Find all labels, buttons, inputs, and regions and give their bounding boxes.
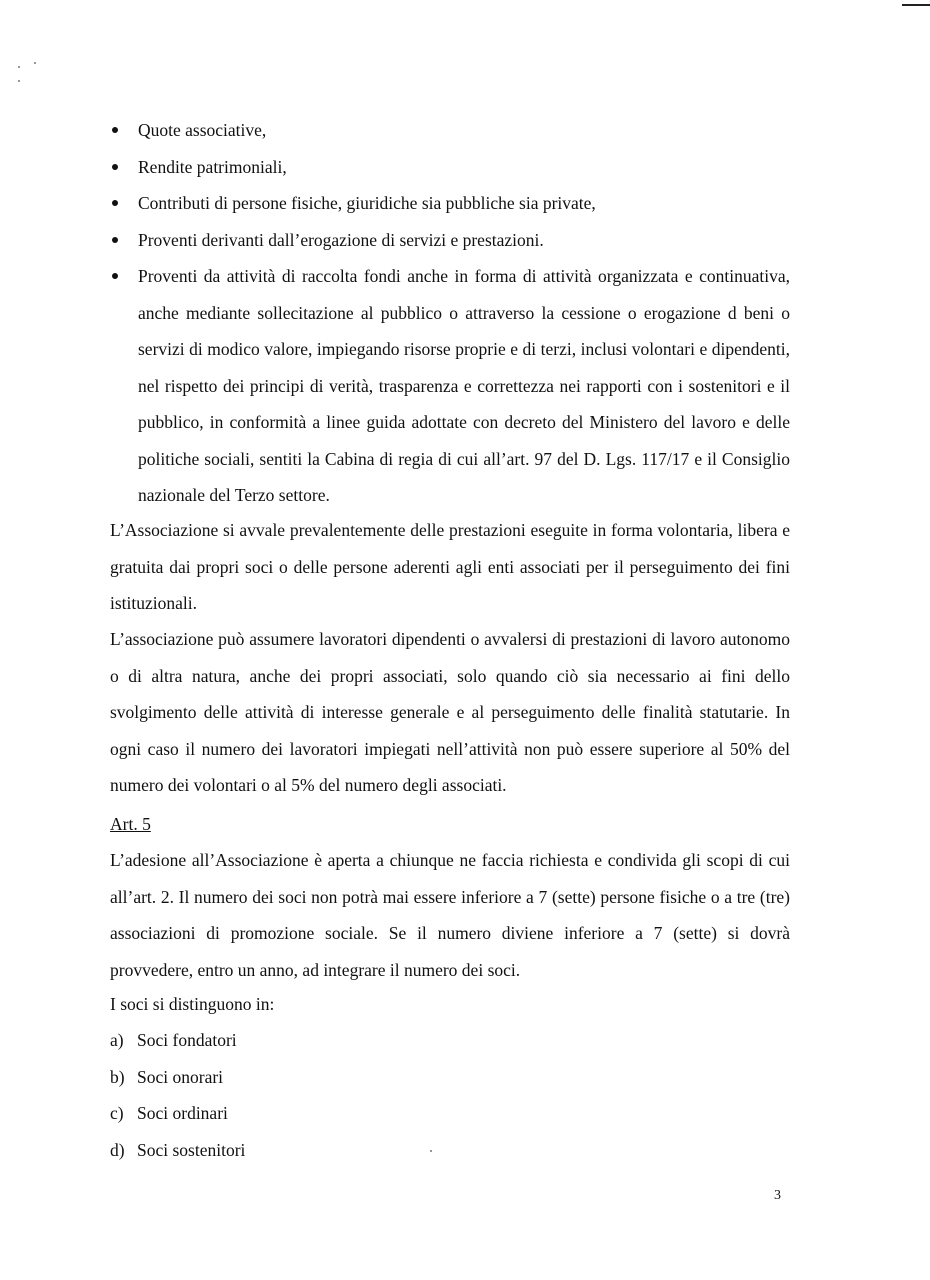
member-types-list — [110, 1022, 245, 1168]
funding-sources-list — [110, 112, 790, 514]
scan-speck — [34, 62, 36, 64]
bullet-icon — [112, 164, 118, 170]
list-item — [110, 222, 790, 259]
list-item-letter: d) — [110, 1139, 125, 1160]
list-item-text: Proventi da attività di raccolta fondi anche in forma di attività organizzata e continuativa, anche mediante sollecitazione al pubblico o attraverso la cessione o erogazione d beni o servizi di modico valore, impiegando risorse proprie e di terzi, inclusi volontari e dipendenti, nel rispetto dei principi di verità, trasparenza e correttezza nei rapporti con i sostenitori e il pubblico, in conformità a linee guida adottate con decreto del Ministero del lavoro e delle politiche sociali, sentiti la Cabina di regia di cui all’art. 97 del D. Lgs. 117/17 e il Consiglio nazionale del Terzo settore. — [138, 266, 790, 505]
list-item-text: Soci sostenitori — [137, 1139, 246, 1160]
list-item — [110, 1132, 245, 1169]
volunteer-paragraph: L’Associazione si avvale prevalentemente delle prestazioni eseguite in forma volontaria, libera e gratuita dai propri soci o delle persone aderenti agli enti associati per il perseguimento dei fini istituzionali. — [110, 520, 790, 613]
list-item — [110, 112, 790, 149]
list-item-text: Soci fondatori — [137, 1030, 237, 1050]
list-item-letter: b) — [110, 1066, 125, 1087]
list-item-text: Contributi di persone fisiche, giuridiche sia pubbliche sia private, — [138, 193, 596, 213]
list-item-text: Proventi derivanti dall’erogazione di servizi e prestazioni. — [138, 229, 544, 250]
list-item — [110, 185, 790, 222]
member-types-intro: I soci si distinguono in: — [110, 994, 275, 1014]
list-item-text: Soci onorari — [137, 1066, 224, 1087]
scan-speck — [430, 1150, 432, 1152]
list-item-text: Soci ordinari — [137, 1103, 228, 1123]
bullet-icon — [112, 273, 118, 279]
list-item — [110, 1095, 245, 1132]
list-item-letter: c) — [110, 1103, 124, 1123]
list-item-letter: a) — [110, 1030, 124, 1050]
list-item-text: Quote associative, — [138, 120, 267, 140]
list-item — [110, 1022, 245, 1059]
list-item-text: Rendite patrimoniali, — [138, 156, 287, 177]
employees-paragraph: L’associazione può assumere lavoratori dipendenti o avvalersi di prestazioni di lavoro autonomo o di altra natura, anche dei propri associati, solo quando ciò sia necessario ai fini dello svolgimento delle attività di interesse generale e al perseguimento delle finalità statutarie. In ogni caso il numero dei lavoratori impiegati nell’attività non può essere superiore al 50% del numero dei volontari o al 5% del numero degli associati. — [110, 629, 790, 795]
scan-speck — [18, 80, 20, 82]
scan-edge-mark — [902, 4, 930, 6]
bullet-icon — [112, 127, 118, 133]
list-item — [110, 1059, 245, 1096]
article-heading: Art. 5 — [110, 814, 151, 834]
page-number: 3 — [774, 1188, 781, 1203]
list-item — [110, 149, 790, 186]
membership-paragraph: L’adesione all’Associazione è aperta a chiunque ne faccia richiesta e condivida gli scopi di cui all’art. 2. Il numero dei soci non potrà mai essere inferiore a 7 (sette) persone fisiche o a tre (tre) associazioni di promozione sociale. Se il numero diviene inferiore a 7 (sette) si dovrà provvedere, entro un anno, ad integrare il numero dei soci. — [110, 850, 790, 980]
bullet-icon — [112, 237, 118, 243]
list-item — [110, 258, 790, 514]
scan-speck — [18, 66, 20, 68]
bullet-icon — [112, 200, 118, 206]
